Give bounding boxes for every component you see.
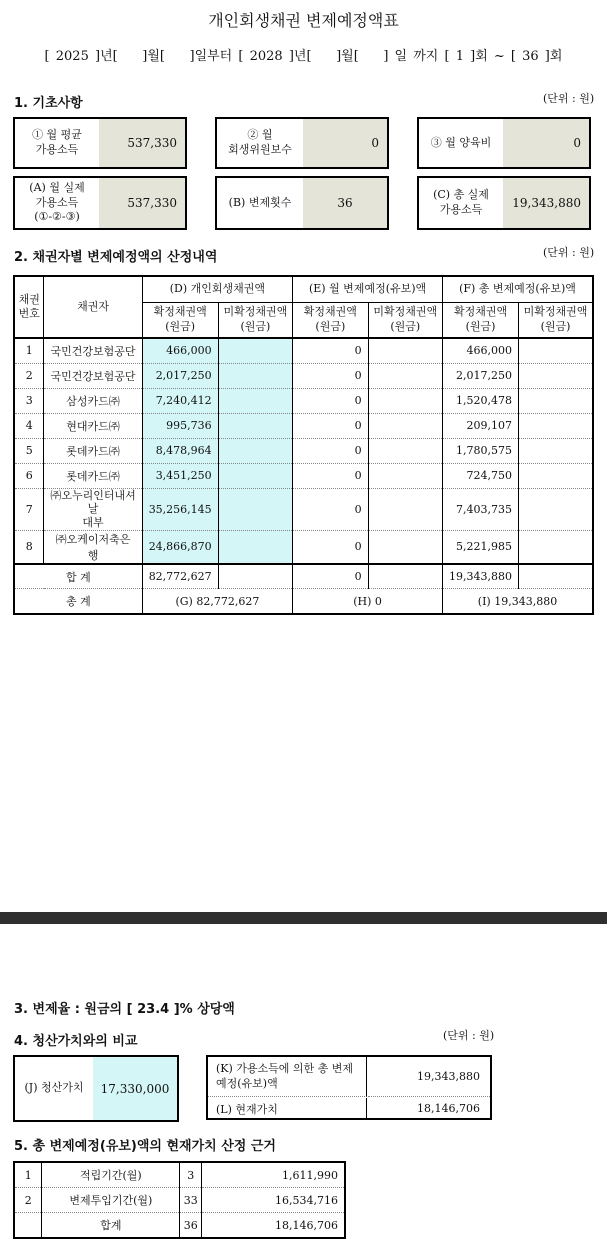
row-d-unconfirmed <box>218 363 292 388</box>
pv-row-amount: 1,611,990 <box>202 1162 345 1188</box>
row-f-confirmed: 5,221,985 <box>443 530 519 564</box>
row-f-unconfirmed <box>519 438 594 463</box>
pv-row-label: 합계 <box>42 1213 180 1239</box>
row-d-unconfirmed <box>218 530 292 564</box>
repayment-count-value: 36 <box>303 178 387 228</box>
section3-heading: 3. 변제율 : 원금의 [ 23.4 ]% 상당액 <box>14 1002 235 1017</box>
actual-income-label: (A) 월 실제 가용소득 (①-②-③) <box>29 180 85 224</box>
end-year: 2028 <box>249 49 283 64</box>
row-f-unconfirmed <box>519 413 594 438</box>
child-support-label: ③ 월 양육비 <box>430 135 492 149</box>
row-e-confirmed: 0 <box>293 488 368 530</box>
round-suffix-end: 회 <box>549 49 563 64</box>
trustee-fee-value: 0 <box>303 119 387 167</box>
k-label: (K) 가용소득에 의한 총 변제 예정(유보)액 <box>208 1057 367 1097</box>
row-f-confirmed: 724,750 <box>443 463 519 488</box>
row-no: 2 <box>14 363 44 388</box>
row-e-confirmed: 0 <box>293 363 368 388</box>
pv-row-no <box>14 1213 42 1239</box>
grand-total-g: (G) 82,772,627 <box>142 589 292 614</box>
grand-total-row <box>14 589 593 614</box>
header-e-confirmed: 확정채권액 (원금) <box>293 302 368 338</box>
row-creditor: ㈜오누리인터내셔날 대부 <box>44 488 142 530</box>
row-creditor: ㈜오케이저축은행 <box>44 530 142 564</box>
start-year: 2025 <box>55 49 89 64</box>
avg-income-box <box>13 117 187 169</box>
row-e-confirmed: 0 <box>293 388 368 413</box>
row-d-unconfirmed <box>218 338 292 363</box>
table-row <box>14 438 593 463</box>
pv-row-amount: 18,146,706 <box>202 1213 345 1239</box>
actual-income-value: 537,330 <box>99 178 185 228</box>
pv-row-count: 33 <box>180 1188 202 1213</box>
until-suffix: 일 까지 <box>394 49 439 64</box>
row-f-confirmed: 1,780,575 <box>443 438 519 463</box>
header-e: (E) 월 변제예정(유보)액 <box>293 276 443 302</box>
subtotal-d: 82,772,627 <box>142 564 218 589</box>
header-d: (D) 개인회생채권액 <box>142 276 292 302</box>
first-round: 1 <box>455 49 464 64</box>
from-suffix: 일부터 <box>194 49 233 64</box>
table-row <box>14 413 593 438</box>
table-row <box>14 1213 345 1239</box>
section4-heading: 4. 청산가치와의 비교 <box>14 1034 138 1049</box>
row-f-confirmed: 2,017,250 <box>443 363 519 388</box>
row-f-confirmed: 209,107 <box>443 413 519 438</box>
table-row <box>14 1162 345 1188</box>
row-no: 5 <box>14 438 44 463</box>
liquidation-value-label: (J) 청산가치 <box>24 1081 84 1095</box>
row-e-unconfirmed <box>368 438 442 463</box>
row-e-confirmed: 0 <box>293 413 368 438</box>
actual-income-box <box>13 176 187 230</box>
unit-label-4: (단위 : 원) <box>443 1029 495 1042</box>
page-divider <box>0 912 607 924</box>
row-creditor: 국민건강보험공단 <box>44 363 142 388</box>
table-row <box>14 363 593 388</box>
pv-row-amount: 16,534,716 <box>202 1188 345 1213</box>
comparison-box <box>206 1055 492 1120</box>
row-e-unconfirmed <box>368 363 442 388</box>
unit-label-2: (단위 : 원) <box>543 246 595 259</box>
table-row <box>14 338 593 363</box>
row-d-unconfirmed <box>218 463 292 488</box>
last-round: 36 <box>522 49 539 64</box>
avg-income-value: 537,330 <box>99 119 185 167</box>
header-f: (F) 총 변제예정(유보)액 <box>443 276 593 302</box>
l-value: 18,146,706 <box>417 1101 480 1115</box>
month-suffix: 월 <box>147 49 160 64</box>
pv-row-count: 36 <box>180 1213 202 1239</box>
row-f-unconfirmed <box>519 488 594 530</box>
round-suffix: 회 ~ <box>475 49 505 64</box>
row-no: 6 <box>14 463 44 488</box>
repayment-count-label: (B) 변제횟수 <box>228 195 292 209</box>
subtotal-f: 19,343,880 <box>443 564 519 589</box>
row-d-unconfirmed <box>218 388 292 413</box>
row-d-unconfirmed <box>218 438 292 463</box>
row-e-unconfirmed <box>368 338 442 363</box>
table-row <box>14 488 593 530</box>
subtotal-e: 0 <box>293 564 368 589</box>
row-f-confirmed: 1,520,478 <box>443 388 519 413</box>
row-e-unconfirmed <box>368 488 442 530</box>
pv-row-no: 1 <box>14 1162 42 1188</box>
total-income-label: (C) 총 실제 가용소득 <box>433 188 489 216</box>
row-d-confirmed: 24,866,870 <box>142 530 218 564</box>
section5-heading: 5. 총 변제예정(유보)액의 현재가치 산정 근거 <box>14 1139 276 1154</box>
unit-label-1: (단위 : 원) <box>543 92 595 105</box>
row-f-unconfirmed <box>519 363 594 388</box>
year-suffix: 년 <box>100 49 113 64</box>
avg-income-label: ① 월 평균 가용소득 <box>32 128 82 156</box>
liquidation-value-box <box>13 1055 179 1122</box>
grand-total-label: 총 계 <box>14 589 142 614</box>
row-d-unconfirmed <box>218 413 292 438</box>
subtotal-row <box>14 564 593 589</box>
row-e-unconfirmed <box>368 530 442 564</box>
row-creditor: 롯데카드㈜ <box>44 438 142 463</box>
row-e-unconfirmed <box>368 413 442 438</box>
row-d-confirmed: 35,256,145 <box>142 488 218 530</box>
subtotal-d-unconfirmed <box>218 564 292 589</box>
row-d-confirmed: 7,240,412 <box>142 388 218 413</box>
row-f-unconfirmed <box>519 338 594 363</box>
row-f-unconfirmed <box>519 530 594 564</box>
row-no: 8 <box>14 530 44 564</box>
row-d-confirmed: 466,000 <box>142 338 218 363</box>
row-d-confirmed: 2,017,250 <box>142 363 218 388</box>
table-row <box>14 463 593 488</box>
header-e-unconfirmed: 미확정채권액 (원금) <box>368 302 442 338</box>
row-creditor: 롯데카드㈜ <box>44 463 142 488</box>
child-support-value: 0 <box>503 119 589 167</box>
year-suffix-2: 년 <box>293 49 307 64</box>
creditor-table <box>13 275 594 615</box>
row-d-confirmed: 3,451,250 <box>142 463 218 488</box>
row-e-confirmed: 0 <box>293 338 368 363</box>
row-f-confirmed: 466,000 <box>443 338 519 363</box>
row-creditor: 현대카드㈜ <box>44 413 142 438</box>
row-d-confirmed: 995,736 <box>142 413 218 438</box>
header-f-confirmed: 확정채권액 (원금) <box>443 302 519 338</box>
pv-row-no: 2 <box>14 1188 42 1213</box>
header-f-unconfirmed: 미확정채권액 (원금) <box>519 302 594 338</box>
row-creditor: 삼성카드㈜ <box>44 388 142 413</box>
total-income-value: 19,343,880 <box>503 178 589 228</box>
pv-row-label: 변제투입기간(월) <box>42 1188 180 1213</box>
row-e-confirmed: 0 <box>293 530 368 564</box>
row-e-confirmed: 0 <box>293 463 368 488</box>
row-creditor: 국민건강보험공단 <box>44 338 142 363</box>
period-line: [ 2025 ]년[ ]월[ ]일부터 [ 2028 ]년[ ]월[ ] 일 까지 [ 1 ]회 ~ [ 36 ]회 <box>44 49 563 64</box>
header-d-unconfirmed: 미확정채권액 (원금) <box>218 302 292 338</box>
present-value-table <box>13 1161 346 1239</box>
k-value: 19,343,880 <box>368 1057 490 1097</box>
row-e-unconfirmed <box>368 388 442 413</box>
header-d-confirmed: 확정채권액 (원금) <box>142 302 218 338</box>
document-title: 개인회생채권 변제예정액표 <box>208 11 399 30</box>
grand-total-h: (H) 0 <box>293 589 443 614</box>
row-d-confirmed: 8,478,964 <box>142 438 218 463</box>
row-f-unconfirmed <box>519 463 594 488</box>
pv-row-label: 적립기간(월) <box>42 1162 180 1188</box>
subtotal-label: 합 계 <box>14 564 142 589</box>
row-f-confirmed: 7,403,735 <box>443 488 519 530</box>
pv-row-count: 3 <box>180 1162 202 1188</box>
subtotal-f-unconfirmed <box>519 564 594 589</box>
table-row <box>14 1188 345 1213</box>
row-no: 4 <box>14 413 44 438</box>
header-creditor: 채권자 <box>44 276 142 338</box>
trustee-fee-label: ② 월 회생위원보수 <box>228 128 292 156</box>
l-label: (L) 현재가치 <box>208 1098 367 1118</box>
grand-total-i: (I) 19,343,880 <box>443 589 593 614</box>
section2-heading: 2. 채권자별 변제예정액의 산정내역 <box>14 250 218 265</box>
row-f-unconfirmed <box>519 388 594 413</box>
liquidation-value: 17,330,000 <box>93 1057 177 1120</box>
trustee-fee-box <box>215 117 389 169</box>
section1-heading: 1. 기초사항 <box>14 96 83 111</box>
table-row <box>14 530 593 564</box>
row-e-confirmed: 0 <box>293 438 368 463</box>
subtotal-e-unconfirmed <box>368 564 442 589</box>
row-no: 7 <box>14 488 44 530</box>
table-row <box>14 388 593 413</box>
row-no: 1 <box>14 338 44 363</box>
header-no: 채권 번호 <box>14 276 44 338</box>
repayment-count-box <box>215 176 389 230</box>
total-income-box <box>417 176 591 230</box>
row-e-unconfirmed <box>368 463 442 488</box>
row-no: 3 <box>14 388 44 413</box>
child-support-box <box>417 117 591 169</box>
month-suffix-2: 월 <box>341 49 354 64</box>
row-d-unconfirmed <box>218 488 292 530</box>
